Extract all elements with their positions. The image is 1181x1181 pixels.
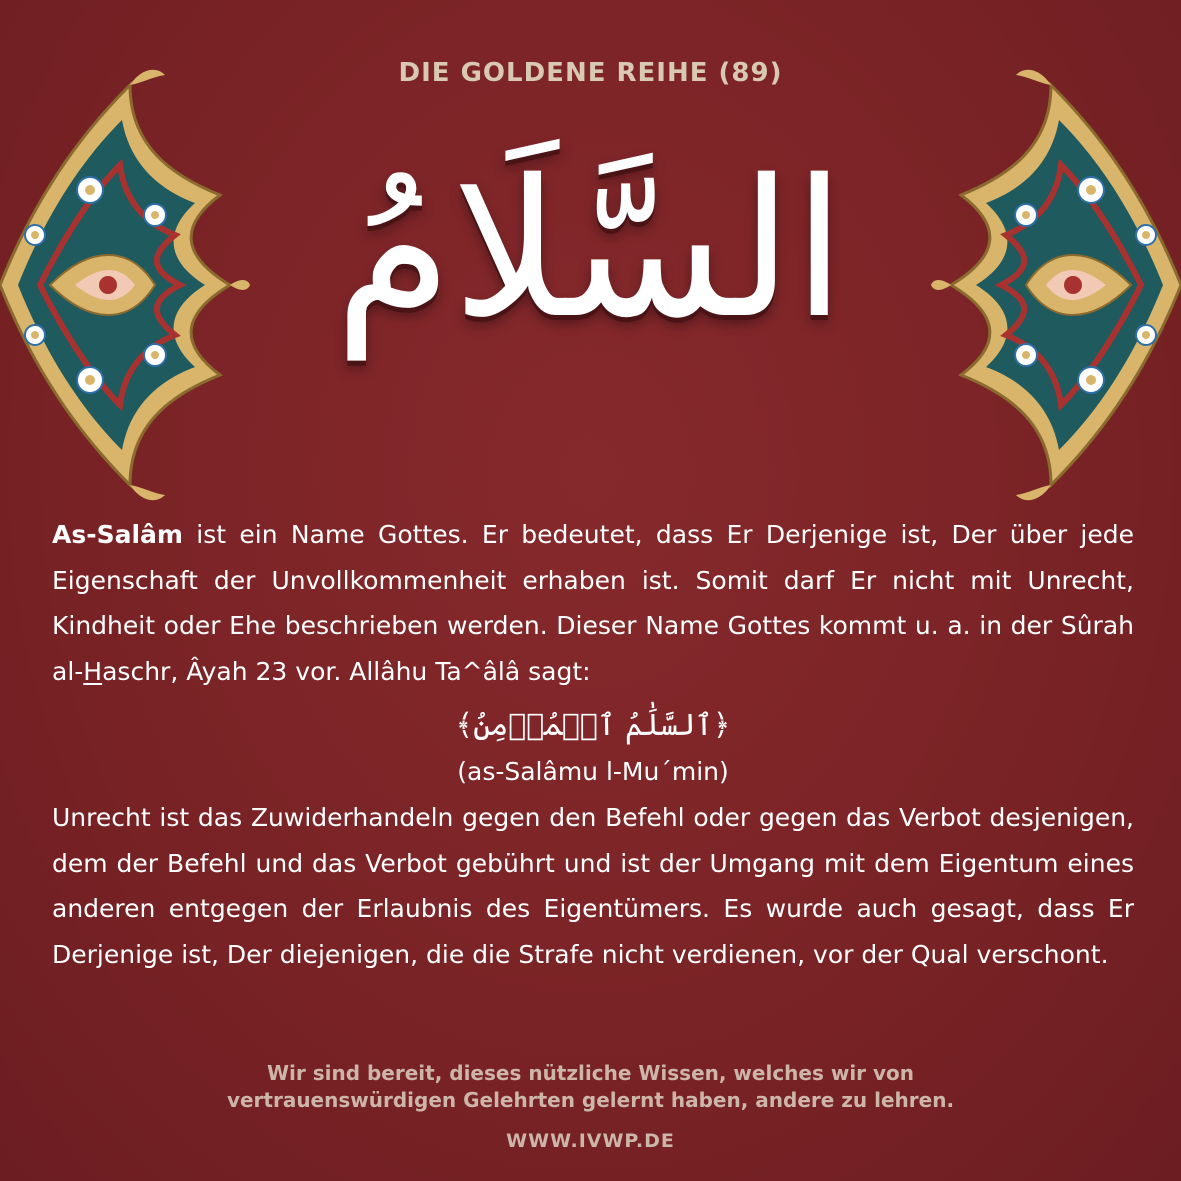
footer-note-line1: Wir sind bereit, dieses nützliche Wissen, welches wir von	[266, 1061, 915, 1085]
paragraph-intro-text-b: aschr, Âyah 23 vor. Allâhu Ta^âlâ sagt:	[102, 656, 591, 686]
arabesque-ornament-right	[931, 65, 1181, 505]
website-link[interactable]: WWW.IVWP.DE	[506, 1130, 675, 1152]
series-title: DIE GOLDENE REIHE (89)	[398, 58, 783, 88]
paragraph-explanation: Unrecht ist das Zuwiderhandeln gegen den Befehl oder gegen das Verbot desjenigen, dem der Befehl und das Verbot gebührt und ist der Umgang mit dem Eigentum eines anderen entgegen der Erlaubnis des Eigentümers. Es wurde auch gesagt, dass Er Derjenige ist, Der diejenigen, die die Strafe nicht verdienen, vor der Qual verschont.	[52, 803, 1134, 969]
paragraph-intro-text-a: ist ein Name Gottes. Er bedeutet, dass Er Derjenige ist, Der über jede Eigenschaft der Unvollkommenheit erhaben ist. Somit darf Er nicht mit Unrecht, Kindheit oder Ehe beschrieben werden. Dieser Name Gottes kommt u. a. in der Sûrah al-	[52, 520, 1134, 686]
body-text	[52, 512, 1134, 977]
footer-note	[0, 1060, 1181, 1114]
quran-verse-arabic: ﴿ٱلسَّلَٰمُ ٱلۡمُؤۡمِنُ﴾	[455, 708, 731, 743]
underlined-letter: H	[83, 656, 103, 686]
arabic-name-calligraphy: السَّلَامُ	[334, 139, 846, 360]
arabesque-ornament-left	[0, 65, 250, 505]
paragraph-intro	[52, 512, 1134, 694]
name-bold: As-Salâm	[52, 520, 183, 549]
footer-note-line2: vertrauenswürdigen Gelehrten gelernt haben, andere zu lehren.	[226, 1088, 955, 1112]
quran-verse-transliteration: (as-Salâmu l-Mu´min)	[457, 757, 729, 786]
